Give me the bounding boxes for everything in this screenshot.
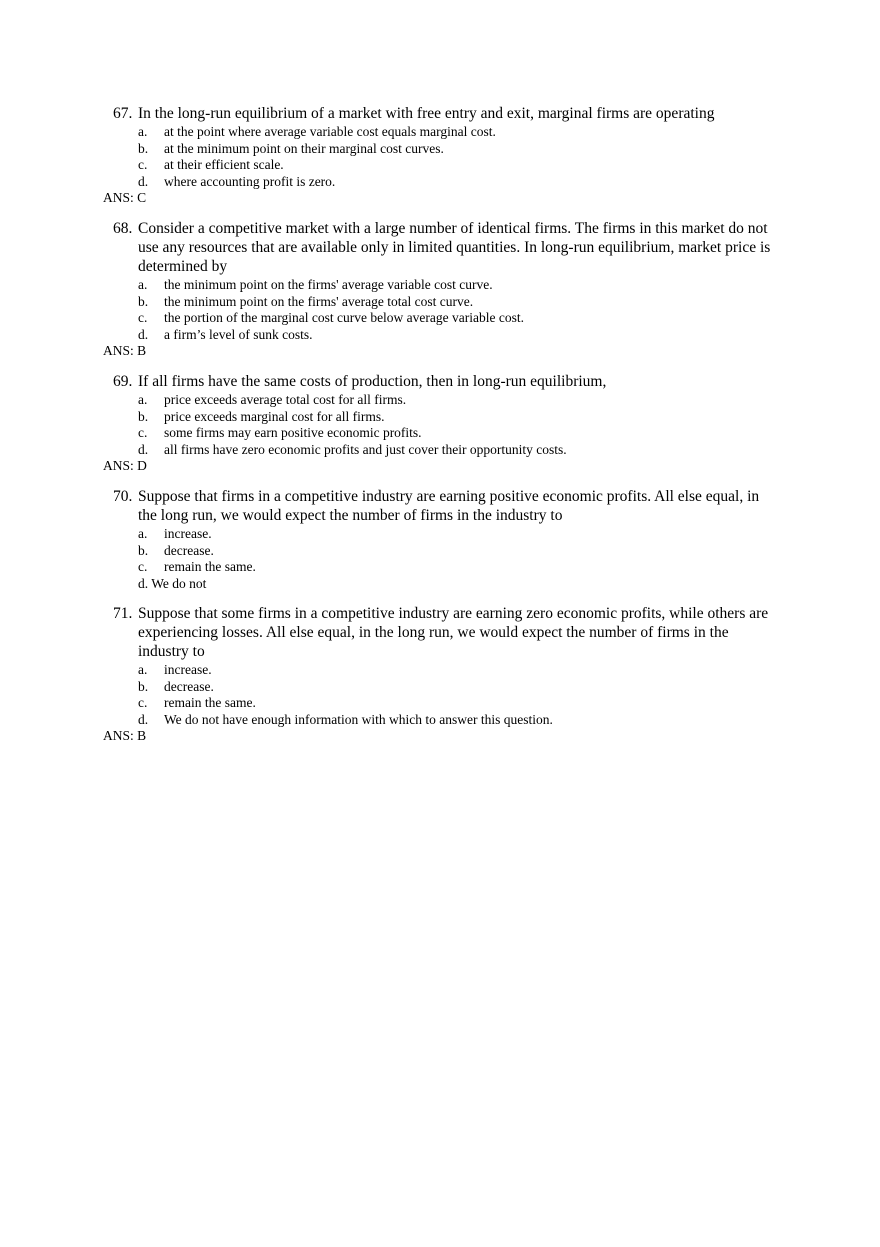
choice-text: decrease. xyxy=(164,542,214,558)
choice-a xyxy=(0,277,880,294)
choice-text: at the minimum point on their marginal cost curves. xyxy=(164,140,444,156)
choice-b xyxy=(0,141,880,158)
question-stem xyxy=(0,604,778,661)
question-text: Suppose that some firms in a competitive industry are earning zero economic profits, while others are experiencing losses. All else equal, in the long run, we would expect the number of firms in the industry to xyxy=(138,605,769,660)
choice-text: the minimum point on the firms' average variable cost curve. xyxy=(164,277,493,292)
question-stem xyxy=(0,372,778,391)
choice-b xyxy=(0,543,880,560)
answer-key: ANS: B xyxy=(103,728,147,744)
choice-letter: d. xyxy=(138,173,149,189)
question-stem xyxy=(0,219,778,276)
question-number: 69. xyxy=(113,373,133,390)
choice-text: increase. xyxy=(164,662,212,677)
choice-a xyxy=(0,124,880,141)
question-71 xyxy=(0,604,880,745)
choice-c xyxy=(0,425,880,442)
choice-letter: d. xyxy=(138,326,149,342)
choice-text: price exceeds average total cost for all firms. xyxy=(164,392,407,407)
question-number: 67. xyxy=(113,105,133,122)
question-67 xyxy=(0,104,880,207)
choice-c xyxy=(0,310,880,327)
question-69 xyxy=(0,372,880,475)
choice-letter: c. xyxy=(138,559,148,575)
choice-c xyxy=(0,695,880,712)
question-number: 71. xyxy=(113,605,133,622)
choice-c xyxy=(0,157,880,174)
choice-b xyxy=(0,679,880,696)
answer-key: ANS: C xyxy=(103,190,147,206)
choice-list xyxy=(0,662,880,728)
choice-letter: b. xyxy=(138,542,149,558)
question-text: Suppose that firms in a competitive industry are earning positive economic profits. All else equal, in the long run, we would expect the number of firms in the industry to xyxy=(138,488,760,524)
choice-text: the portion of the marginal cost curve below average variable cost. xyxy=(164,310,524,326)
choice-text: We do not have enough information with which to answer this question. xyxy=(164,711,553,727)
choice-d xyxy=(0,327,880,344)
choice-text: at their efficient scale. xyxy=(164,157,284,173)
choice-a xyxy=(0,526,880,543)
choice-d xyxy=(0,442,880,459)
choice-letter: c. xyxy=(138,157,148,173)
choice-letter: a. xyxy=(138,277,148,292)
choice-letter: b. xyxy=(138,140,149,156)
choice-d-truncated: d. We do not xyxy=(138,575,207,591)
choice-letter: c. xyxy=(138,695,148,711)
question-text: If all firms have the same costs of production, then in long-run equilibrium, xyxy=(138,373,607,390)
choice-list xyxy=(0,124,880,190)
question-68 xyxy=(0,219,880,360)
answer-key: ANS: B xyxy=(103,343,147,359)
choice-text: all firms have zero economic profits and just cover their opportunity costs. xyxy=(164,441,567,457)
choice-text: increase. xyxy=(164,526,212,541)
question-number: 68. xyxy=(113,220,133,237)
choice-list xyxy=(0,392,880,458)
choice-letter: a. xyxy=(138,662,148,677)
choice-letter: d. xyxy=(138,711,149,727)
choice-letter: b. xyxy=(138,293,149,309)
choice-b xyxy=(0,294,880,311)
choice-text: some firms may earn positive economic profits. xyxy=(164,425,422,441)
question-70 xyxy=(0,487,880,592)
choice-b xyxy=(0,409,880,426)
question-text: Consider a competitive market with a large number of identical firms. The firms in this market do not use any resources that are available only in limited quantities. In long-run equilibrium, market price is determined by xyxy=(138,220,771,275)
choice-letter: a. xyxy=(138,124,148,139)
choice-d xyxy=(0,712,880,729)
choice-text: price exceeds marginal cost for all firms. xyxy=(164,408,385,424)
choice-letter: c. xyxy=(138,310,148,326)
answer-key: ANS: D xyxy=(103,458,147,474)
choice-text: where accounting profit is zero. xyxy=(164,173,336,189)
choice-list xyxy=(0,277,880,343)
choice-a xyxy=(0,662,880,679)
choice-letter: d. xyxy=(138,441,149,457)
choice-letter: a. xyxy=(138,526,148,541)
choice-text: decrease. xyxy=(164,678,214,694)
choice-letter: a. xyxy=(138,392,148,407)
choice-c xyxy=(0,559,880,576)
question-stem xyxy=(0,487,778,525)
choice-letter: c. xyxy=(138,425,148,441)
question-number: 70. xyxy=(113,488,133,505)
choice-letter: b. xyxy=(138,408,149,424)
choice-text: remain the same. xyxy=(164,559,256,575)
choice-letter: b. xyxy=(138,678,149,694)
question-stem xyxy=(0,104,778,123)
choice-d xyxy=(0,174,880,191)
choice-a xyxy=(0,392,880,409)
choice-text: a firm’s level of sunk costs. xyxy=(164,326,313,342)
choice-text: at the point where average variable cost equals marginal cost. xyxy=(164,124,496,139)
question-text: In the long-run equilibrium of a market with free entry and exit, marginal firms are operating xyxy=(138,105,715,122)
choice-text: the minimum point on the firms' average total cost curve. xyxy=(164,293,474,309)
choice-list xyxy=(0,526,880,592)
choice-text: remain the same. xyxy=(164,695,256,711)
